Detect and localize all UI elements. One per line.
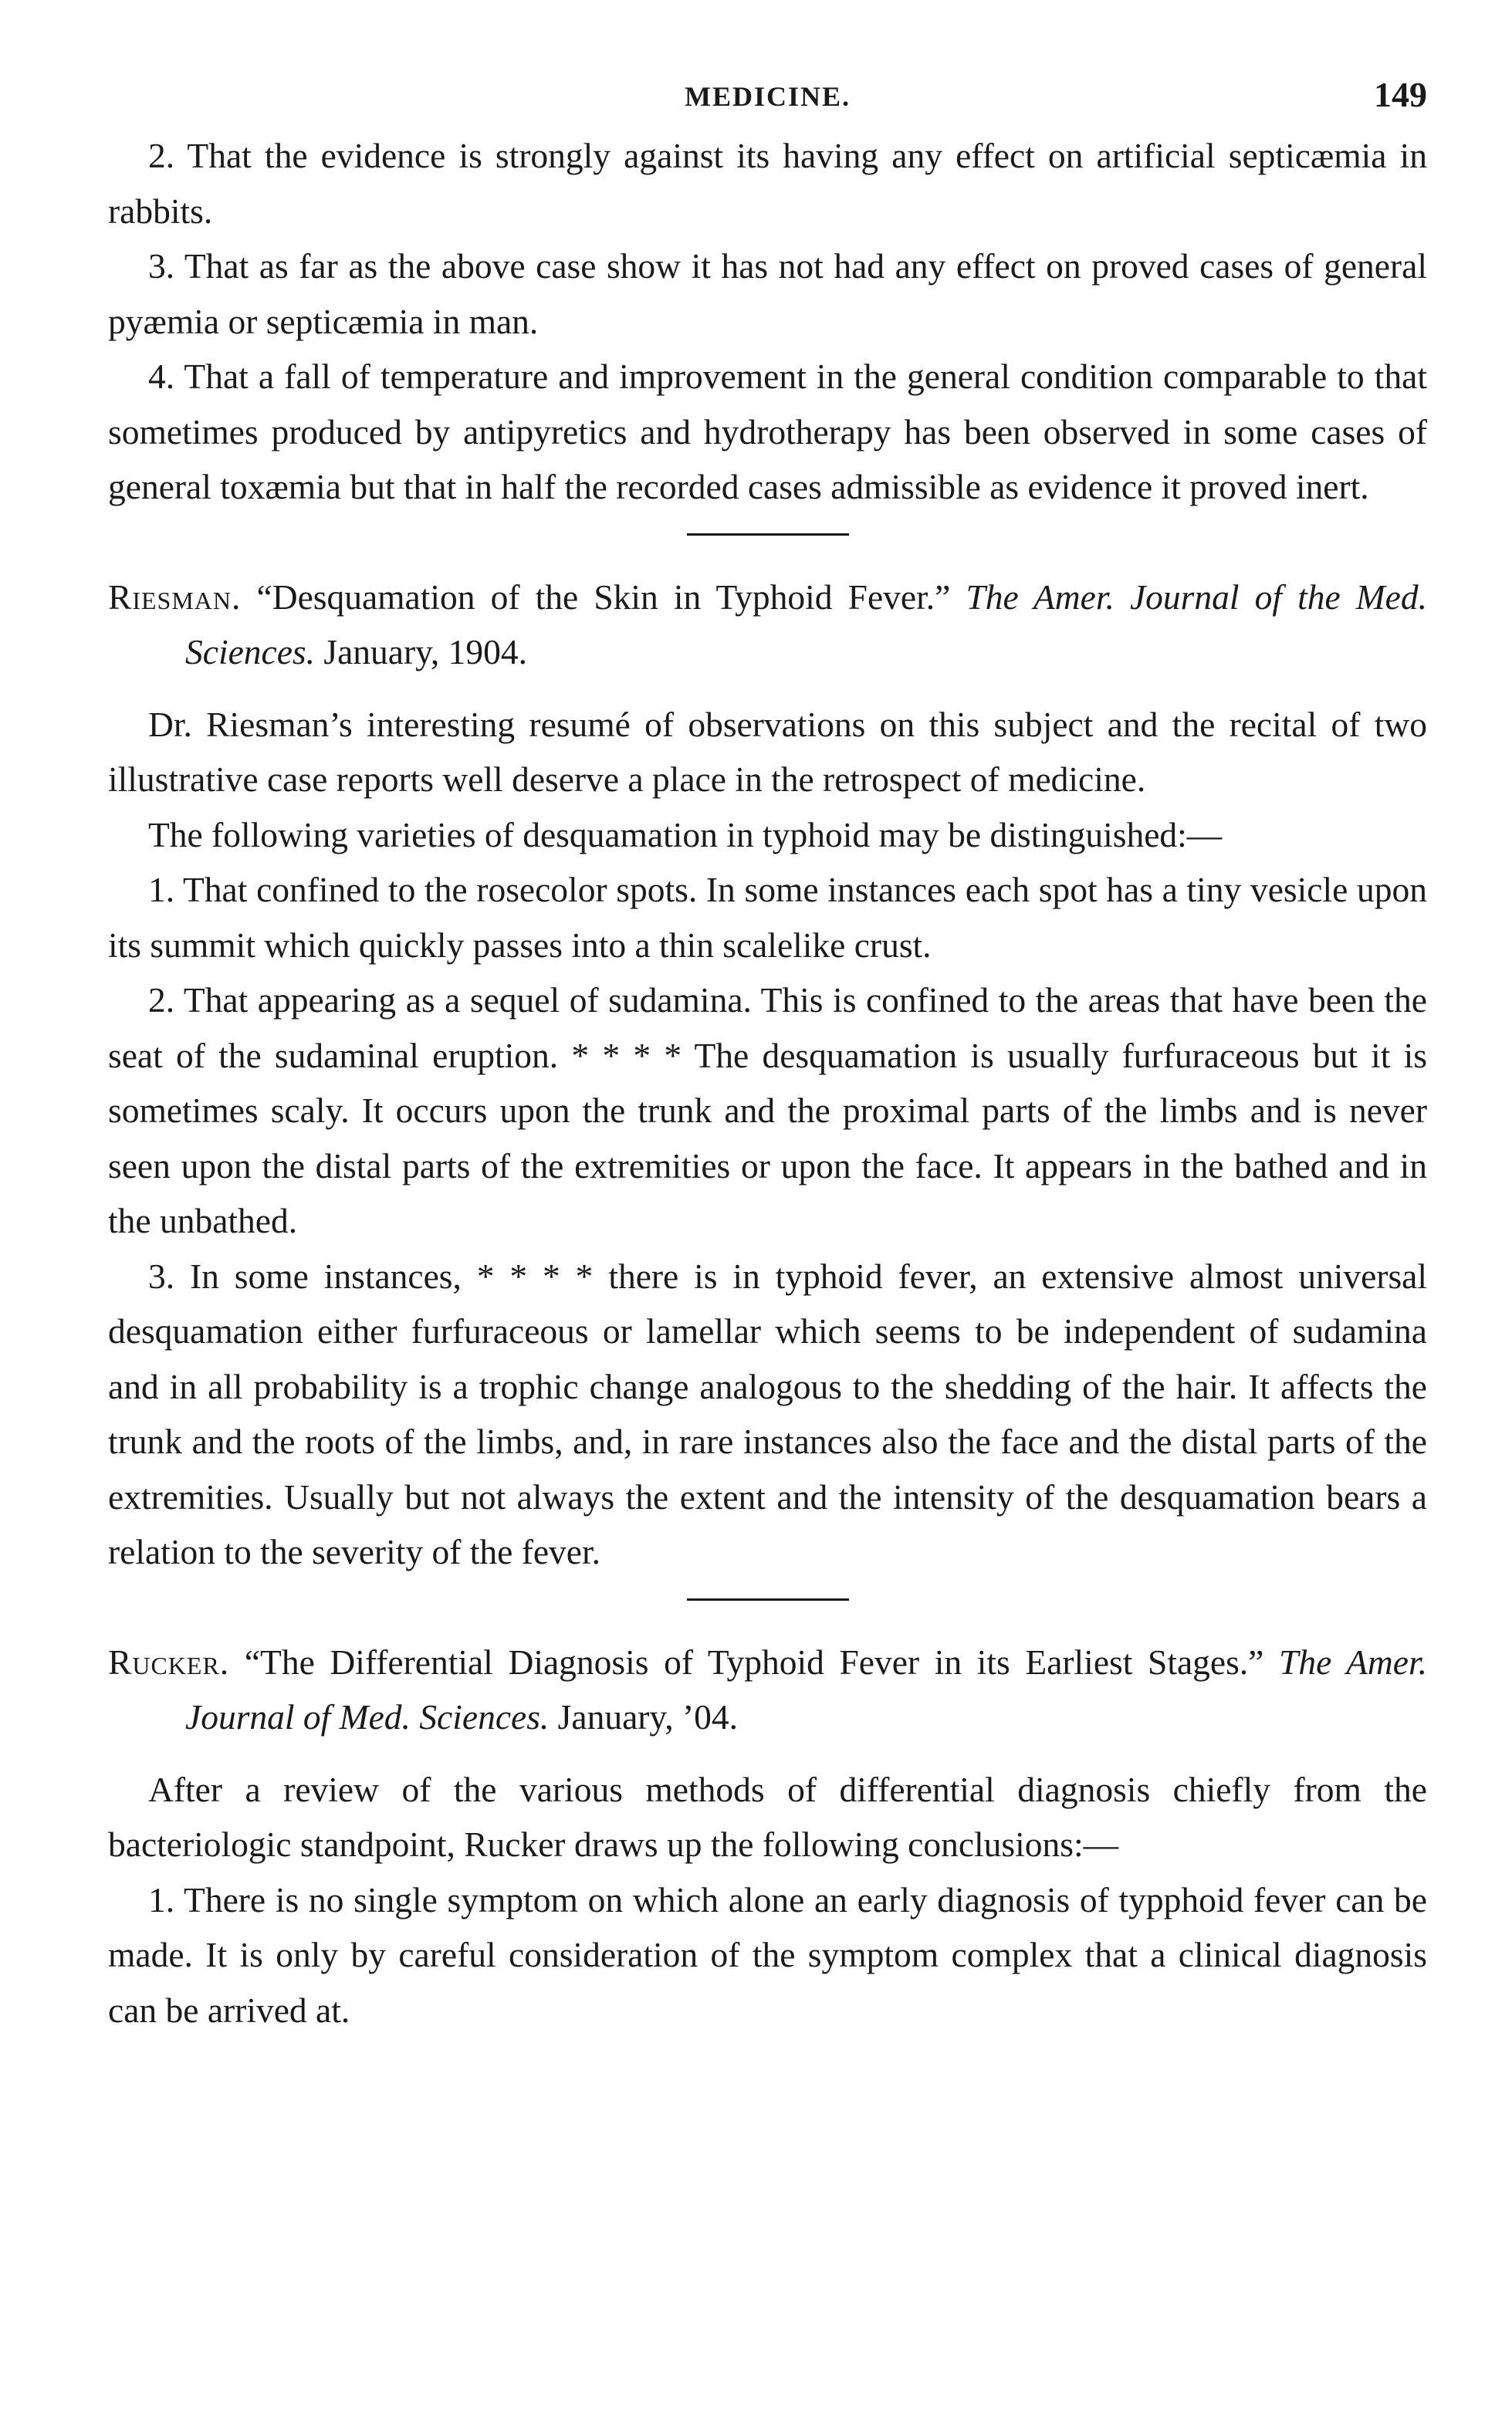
- section-intro: After a review of the various methods of differential diagnosis chiefly from the bacteriologic standpoint, Rucker draws up the following conclusions:—: [108, 1769, 1427, 1864]
- citation-author: Rucker.: [108, 1642, 230, 1682]
- rucker-citation: [108, 1635, 1427, 1745]
- page-header: [108, 74, 1427, 128]
- citation-date: January, ’04.: [557, 1697, 738, 1737]
- varieties-lead: The following varieties of desquamation in typhoid may be distinguished:—: [148, 814, 1223, 854]
- running-head: MEDICINE.: [684, 81, 851, 112]
- section-divider: [687, 533, 849, 536]
- variety-paragraph: 3. In some instances, * * * * there is in typhoid fever, an extensive almost universal desquamation either furfuraceous or lamellar which seems to be independent of sudamina and in all probability is a trophic change analogous to the shedding of the hair. It affects the trunk and the roots of the limbs, and, in rare instances also the face and the distal parts of the extremities. Usually but not always the extent and the intensity of the desquamation bears a relation to the severity of the fever.: [108, 1256, 1427, 1571]
- conclusion-paragraph: 3. That as far as the above case show it has not had any effect on proved cases of general pyæmia or septicæmia in man.: [108, 246, 1427, 341]
- variety-paragraph: 2. That appearing as a sequel of sudamina. This is confined to the areas that have been the seat of the sudaminal eruption. * * * * The desquamation is usually furfuraceous but it is sometimes scaly. It occurs upon the trunk and the proximal parts of the limbs and is never seen upon the distal parts of the extremities or upon the face. It appears in the bathed and in the unbathed.: [108, 980, 1427, 1240]
- riesman-citation: [108, 570, 1427, 680]
- variety-paragraph: 1. That confined to the rosecolor spots. In some instances each spot has a tiny vesicle upon its summit which quickly passes into a thin scalelike crust.: [108, 870, 1427, 965]
- conclusion-paragraph: 1. There is no single symptom on which alone an early diagnosis of typphoid fever can be made. It is only by careful consideration of the symptom complex that a clinical diagnosis can be arrived at.: [108, 1879, 1427, 2030]
- page-number: 149: [1374, 75, 1427, 114]
- conclusion-paragraph: 2. That the evidence is strongly against its having any effect on artificial septicæmia in rabbits.: [108, 136, 1427, 231]
- citation-author: Riesman.: [108, 577, 242, 617]
- citation-title: “Desquamation of the Skin in Typhoid Fever.”: [256, 577, 951, 617]
- page-body: [108, 128, 1427, 2038]
- citation-journal: The Amer. Journal of the Med. Sciences.: [185, 577, 1428, 671]
- citation-date: January, 1904.: [323, 632, 528, 671]
- citation-title: “The Differential Diagnosis of Typhoid Fever in its Earliest Stages.”: [244, 1642, 1264, 1682]
- conclusion-paragraph: 4. That a fall of temperature and improvement in the general condition comparable to that sometimes produced by antipyretics and hydrotherapy has been observed in some cases of general toxæmia but that in half the recorded cases admissible as evidence it proved inert.: [108, 357, 1427, 506]
- citation-journal: The Amer. Journal of Med. Sciences.: [185, 1642, 1428, 1737]
- section-divider: [687, 1598, 849, 1601]
- section-intro: Dr. Riesman’s interesting resumé of observations on this subject and the recital of two illustrative case reports well deserve a place in the retrospect of medicine.: [108, 704, 1427, 799]
